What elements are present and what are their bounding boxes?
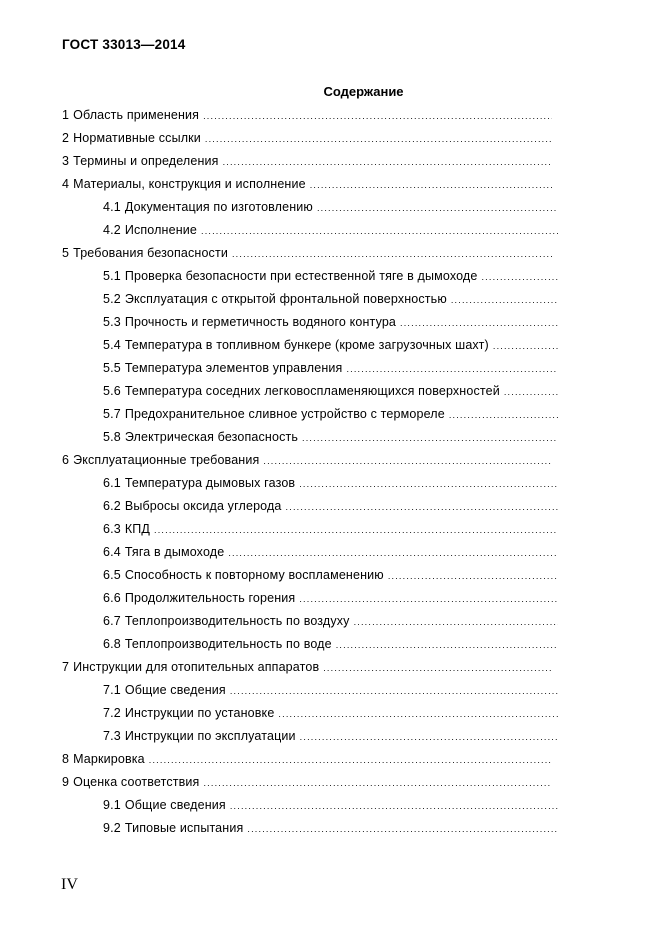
toc-entry-row [62, 242, 552, 266]
toc-entry-title: Инструкции по установке [124, 706, 275, 720]
toc-dot-leader [451, 289, 558, 312]
toc-entry [62, 242, 562, 265]
toc-entry-row [62, 127, 552, 151]
toc-entry-title: Термины и определения [73, 154, 219, 168]
toc-entry-number: 9.2 [103, 821, 121, 835]
toc-dot-leader [228, 542, 558, 565]
toc-entry-row [62, 219, 558, 243]
toc-entry-row [62, 334, 558, 358]
toc-dot-leader [230, 795, 558, 818]
toc-dot-leader [149, 749, 552, 772]
toc-entry-row [62, 288, 558, 312]
toc-entry-number: 6.2 [103, 499, 121, 513]
toc-entry [62, 656, 562, 679]
toc-entry-title: Прочность и герметичность водяного контура [124, 315, 397, 329]
toc-entry [62, 495, 562, 518]
toc-entry-title: Инструкции по эксплуатации [124, 729, 296, 743]
toc-entry [62, 403, 562, 426]
toc-dot-leader [323, 657, 552, 680]
toc-dot-leader [388, 565, 558, 588]
toc-entry [62, 288, 562, 311]
document-code: ГОСТ 33013—2014 [62, 37, 186, 52]
toc-entry [62, 173, 562, 196]
toc-entry-number: 5.3 [103, 315, 121, 329]
toc-entry-title: Эксплуатация с открытой фронтальной поверхностью [124, 292, 447, 306]
toc-entry-number: 5.4 [103, 338, 121, 352]
toc-entry-number: 6.5 [103, 568, 121, 582]
toc-entry [62, 380, 562, 403]
toc-entry-title: Исполнение [124, 223, 197, 237]
toc-dot-leader [336, 634, 558, 657]
toc-entry-row [62, 587, 558, 611]
toc-dot-leader [400, 312, 558, 335]
toc-entry-row [62, 426, 558, 450]
toc-entry [62, 725, 562, 748]
toc-entry-title: Теплопроизводительность по воздуху [124, 614, 350, 628]
toc-entry [62, 748, 562, 771]
toc-dot-leader [286, 496, 558, 519]
toc-entry-number: 7.1 [103, 683, 121, 697]
toc-entry-number: 7.3 [103, 729, 121, 743]
toc-entry-title: Требования безопасности [73, 246, 228, 260]
toc-dot-leader [230, 680, 558, 703]
toc-entry-title: Документация по изготовлению [124, 200, 313, 214]
toc-entry-row [62, 794, 558, 818]
toc-entry-number: 5.1 [103, 269, 121, 283]
toc-entry-number: 6.4 [103, 545, 121, 559]
toc-dot-leader [481, 266, 558, 289]
toc-entry-row [62, 817, 558, 841]
toc-entry-number: 6.7 [103, 614, 121, 628]
page-number: IV [61, 876, 78, 893]
toc-entry-row [62, 449, 552, 473]
toc-entry-row [62, 196, 558, 220]
toc-dot-leader [299, 588, 558, 611]
toc-entry-title: Область применения [73, 108, 200, 122]
toc-dot-leader [299, 473, 558, 496]
toc-entry-number: 5.8 [103, 430, 121, 444]
toc-entry [62, 702, 562, 725]
toc-title: Содержание [323, 84, 404, 99]
toc-dot-leader [317, 197, 558, 220]
toc-entry [62, 219, 562, 242]
toc-entry [62, 311, 562, 334]
toc-entry-row [62, 725, 558, 749]
toc-entry [62, 150, 562, 173]
toc-entry [62, 564, 562, 587]
toc-dot-leader [263, 450, 552, 473]
toc-entry-number: 5.6 [103, 384, 121, 398]
toc-entry [62, 196, 562, 219]
toc-entry-number: 2 [62, 131, 70, 145]
toc-entry-title: Общие сведения [124, 798, 226, 812]
toc-entry-row [62, 610, 558, 634]
toc-entry-number: 4.1 [103, 200, 121, 214]
toc-entry-number: 5.5 [103, 361, 121, 375]
toc-entry-title: Тяга в дымоходе [124, 545, 225, 559]
toc-entry-title: Температура дымовых газов [124, 476, 296, 490]
toc-entry-number: 1 [62, 108, 70, 122]
toc-entry-title: КПД [124, 522, 151, 536]
toc-entry-row [62, 150, 552, 174]
toc-entry [62, 357, 562, 380]
toc-dot-leader [278, 703, 558, 726]
toc-entry-row [62, 564, 558, 588]
toc-entry-number: 4.2 [103, 223, 121, 237]
toc-entry-number: 6.8 [103, 637, 121, 651]
toc-entry-number: 5.2 [103, 292, 121, 306]
toc-entry-row [62, 495, 558, 519]
toc-entry-number: 9 [62, 775, 70, 789]
toc-entry-number: 6.6 [103, 591, 121, 605]
toc-entry [62, 265, 562, 288]
toc-entry-row [62, 518, 558, 542]
toc-dot-leader [203, 772, 552, 795]
toc-dot-leader [201, 220, 558, 243]
toc-dot-leader [154, 519, 558, 542]
toc-dot-leader [354, 611, 558, 634]
toc-entry-title: Материалы, конструкция и исполнение [73, 177, 306, 191]
toc-entry-row [62, 265, 558, 289]
toc-entry [62, 127, 562, 150]
toc-entry-row [62, 679, 558, 703]
toc-entry-number: 7.2 [103, 706, 121, 720]
toc-entry-title: Оценка соответствия [73, 775, 200, 789]
toc-entry-title: Способность к повторному воспламенению [124, 568, 384, 582]
toc-entry-row [62, 357, 558, 381]
toc-entry-row [62, 173, 552, 197]
toc-entry [62, 610, 562, 633]
toc-entry-title: Нормативные ссылки [73, 131, 201, 145]
toc-entry-title: Температура соседних легковоспламеняющихся поверхностей [124, 384, 500, 398]
toc-dot-leader [346, 358, 558, 381]
toc-entry-row [62, 104, 552, 128]
toc-entry [62, 679, 562, 702]
toc-dot-leader [203, 105, 552, 128]
toc-entry-number: 8 [62, 752, 70, 766]
toc-dot-leader [310, 174, 552, 197]
toc-entry-number: 3 [62, 154, 70, 168]
toc-entry [62, 472, 562, 495]
toc-entry-row [62, 771, 552, 795]
toc-entry-title: Выбросы оксида углерода [124, 499, 282, 513]
toc-entry-title: Эксплуатационные требования [73, 453, 260, 467]
toc-entry [62, 817, 562, 840]
toc-entry-number: 5 [62, 246, 70, 260]
toc-entry [62, 518, 562, 541]
toc-entry-title: Проверка безопасности при естественной тяге в дымоходе [124, 269, 478, 283]
toc-entry-row [62, 702, 558, 726]
toc-entry [62, 587, 562, 610]
toc-entry-row [62, 403, 558, 427]
toc-entry-title: Электрическая безопасность [124, 430, 299, 444]
toc-entry-title: Типовые испытания [124, 821, 244, 835]
toc-dot-leader [223, 151, 552, 174]
toc-entry [62, 104, 562, 127]
toc-entry-number: 7 [62, 660, 70, 674]
toc-dot-leader [205, 128, 552, 151]
toc-entry-title: Маркировка [73, 752, 145, 766]
toc-entry [62, 794, 562, 817]
toc-entry-number: 6 [62, 453, 70, 467]
toc-dot-leader [504, 381, 558, 404]
toc-entry-number: 9.1 [103, 798, 121, 812]
toc-entry-number: 4 [62, 177, 70, 191]
table-of-contents [62, 104, 562, 840]
toc-entry-title: Продолжительность горения [124, 591, 296, 605]
toc-entry-number: 6.1 [103, 476, 121, 490]
toc-entry [62, 449, 562, 472]
toc-entry-row [62, 472, 558, 496]
toc-entry [62, 633, 562, 656]
toc-entry-title: Общие сведения [124, 683, 226, 697]
toc-entry-row [62, 633, 558, 657]
toc-entry-title: Температура в топливном бункере (кроме загрузочных шахт) [124, 338, 489, 352]
toc-entry-title: Теплопроизводительность по воде [124, 637, 332, 651]
toc-entry [62, 541, 562, 564]
toc-entry-row [62, 311, 558, 335]
toc-entry-row [62, 541, 558, 565]
toc-dot-leader [300, 726, 558, 749]
toc-entry [62, 771, 562, 794]
toc-dot-leader [493, 335, 558, 358]
toc-entry-row [62, 748, 552, 772]
toc-entry-number: 5.7 [103, 407, 121, 421]
toc-entry-number: 6.3 [103, 522, 121, 536]
toc-entry [62, 426, 562, 449]
toc-dot-leader [247, 818, 558, 841]
toc-dot-leader [449, 404, 558, 427]
toc-entry-title: Предохранительное сливное устройство с термореле [124, 407, 445, 421]
toc-dot-leader [302, 427, 558, 450]
toc-entry-row [62, 380, 558, 404]
toc-entry-title: Температура элементов управления [124, 361, 343, 375]
toc-entry-row [62, 656, 552, 680]
toc-entry-title: Инструкции для отопительных аппаратов [73, 660, 320, 674]
toc-dot-leader [232, 243, 552, 266]
toc-entry [62, 334, 562, 357]
